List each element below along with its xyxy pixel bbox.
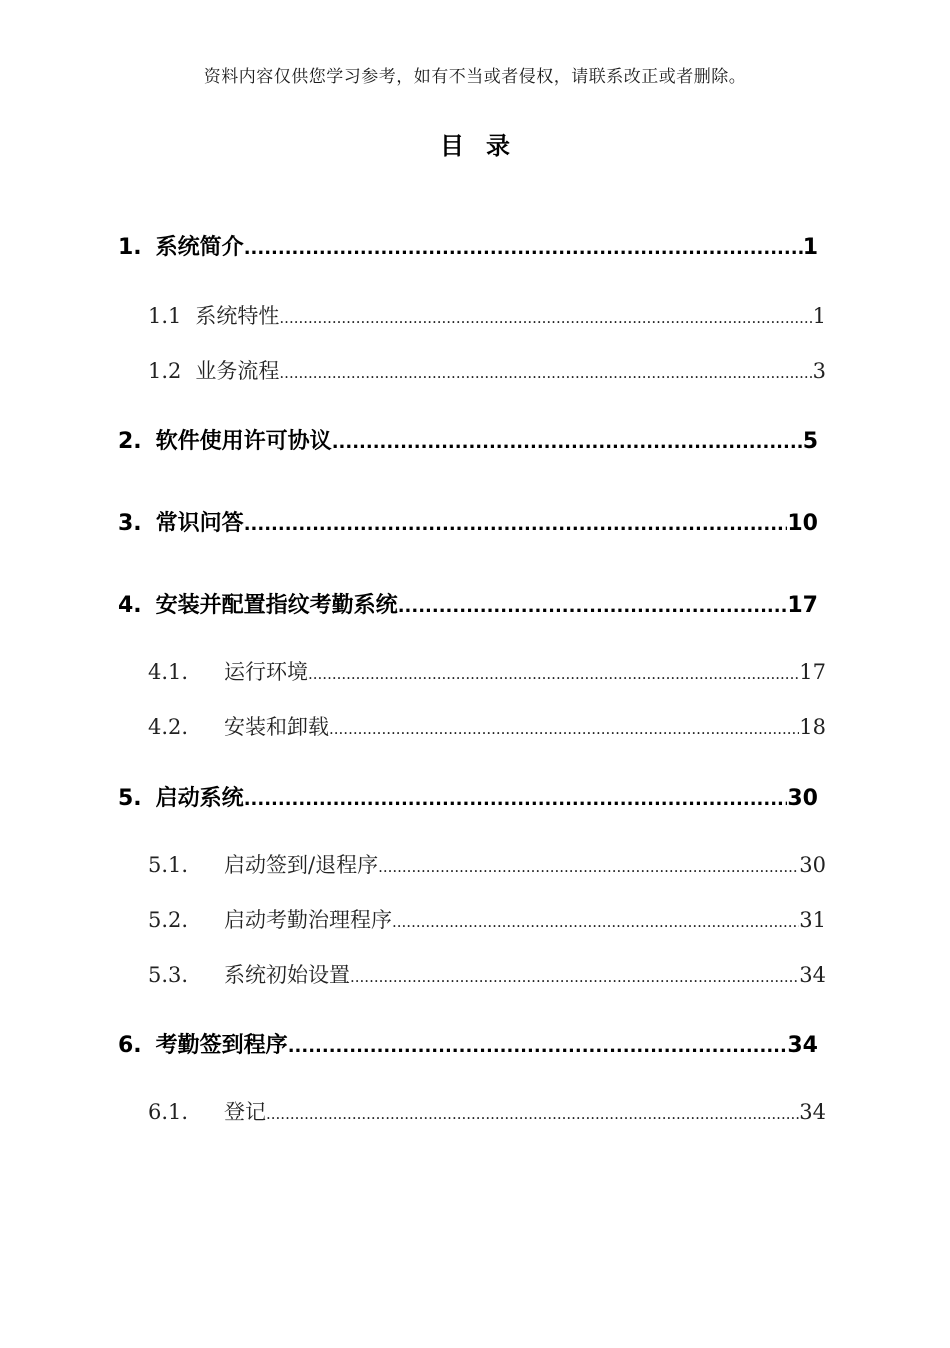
- toc-entry-text: 启动系统: [155, 786, 244, 811]
- toc-leader-dots: [288, 1036, 788, 1057]
- toc-entry-page: 5: [802, 429, 818, 454]
- toc-entry-3[interactable]: [118, 506, 818, 537]
- toc-entry-5[interactable]: [118, 781, 818, 812]
- toc-leader-dots: [398, 596, 788, 617]
- toc-entry-number: 4.1.: [148, 660, 189, 684]
- toc-entry-page: 3: [812, 359, 826, 383]
- toc-entry-number: 5.3.: [148, 963, 189, 987]
- toc-entry-6-1[interactable]: [148, 1096, 826, 1126]
- toc-leader-dots: [244, 238, 803, 259]
- toc-entry-page: 17: [787, 593, 818, 618]
- toc-leader-dots: [392, 913, 799, 931]
- toc-entry-5-1[interactable]: [148, 849, 826, 879]
- toc-entry-page: 34: [799, 1100, 826, 1124]
- toc-leader-dots: [266, 1105, 799, 1123]
- toc-entry-number: 1.1: [148, 304, 182, 328]
- toc-leader-dots: [378, 858, 799, 876]
- toc-leader-dots: [244, 514, 788, 535]
- toc-entry-number: 1.: [118, 235, 142, 260]
- toc-entry-page: 18: [799, 715, 826, 739]
- toc-entry-number: 5.2.: [148, 908, 189, 932]
- toc-entry-number: 4.2.: [148, 715, 189, 739]
- toc-entry-page: 30: [799, 853, 826, 877]
- toc-entry-text: 启动考勤治理程序: [224, 908, 392, 932]
- toc-leader-dots: [308, 665, 799, 683]
- toc-entry-number: 5.1.: [148, 853, 189, 877]
- toc-entry-number: 1.2: [148, 359, 182, 383]
- toc-title-part1: 目: [440, 132, 464, 160]
- toc-entry-page: 1: [812, 304, 826, 328]
- toc-entry-text: 安装和卸载: [224, 715, 329, 739]
- toc-entry-page: 30: [787, 786, 818, 811]
- disclaimer-header: 资料内容仅供您学习参考，如有不当或者侵权，请联系改正或者删除。: [203, 67, 747, 87]
- toc-entry-5-2[interactable]: [148, 904, 826, 934]
- toc-entry-text: 安装并配置指纹考勤系统: [155, 593, 398, 618]
- toc-entry-4-1[interactable]: [148, 656, 826, 686]
- toc-entry-4[interactable]: [118, 588, 818, 619]
- toc-entry-text: 软件使用许可协议: [155, 429, 332, 454]
- toc-leader-dots: [279, 309, 812, 327]
- toc-leader-dots: [332, 432, 803, 453]
- toc-entry-page: 17: [799, 660, 826, 684]
- toc-entry-text: 系统特性: [195, 304, 280, 328]
- toc-entry-text: 运行环境: [224, 660, 308, 684]
- toc-entry-number: 4.: [118, 593, 142, 618]
- toc-entry-1-2[interactable]: [148, 355, 826, 385]
- toc-entry-page: 10: [787, 511, 818, 536]
- toc-entry-page: 1: [802, 235, 818, 260]
- toc-entry-number: 5.: [118, 786, 142, 811]
- toc-entry-text: 业务流程: [195, 359, 280, 383]
- toc-entry-6[interactable]: [118, 1028, 818, 1059]
- toc-entry-number: 3.: [118, 511, 142, 536]
- toc-entry-1[interactable]: [118, 230, 818, 261]
- toc-title: [0, 126, 950, 161]
- toc-leader-dots: [350, 968, 799, 986]
- toc-entry-page: 34: [799, 963, 826, 987]
- toc-entry-1-1[interactable]: [148, 300, 826, 330]
- toc-title-part2: 录: [486, 132, 510, 160]
- toc-entry-text: 常识问答: [155, 511, 244, 536]
- toc-entry-text: 启动签到/退程序: [224, 853, 379, 877]
- toc-entry-number: 2.: [118, 429, 142, 454]
- toc-entry-2[interactable]: [118, 424, 818, 455]
- toc-entry-number: 6.: [118, 1033, 142, 1058]
- toc-entry-text: 系统初始设置: [224, 963, 350, 987]
- toc-leader-dots: [279, 364, 812, 382]
- toc-leader-dots: [244, 789, 788, 810]
- toc-entry-page: 31: [799, 908, 826, 932]
- toc-entry-number: 6.1.: [148, 1100, 189, 1124]
- toc-entry-4-2[interactable]: [148, 711, 826, 741]
- toc-entry-5-3[interactable]: [148, 959, 826, 989]
- toc-entry-text: 系统简介: [155, 235, 244, 260]
- toc-entry-text: 考勤签到程序: [155, 1033, 288, 1058]
- toc-leader-dots: [329, 720, 799, 738]
- toc-entry-text: 登记: [224, 1100, 266, 1124]
- toc-entry-page: 34: [787, 1033, 818, 1058]
